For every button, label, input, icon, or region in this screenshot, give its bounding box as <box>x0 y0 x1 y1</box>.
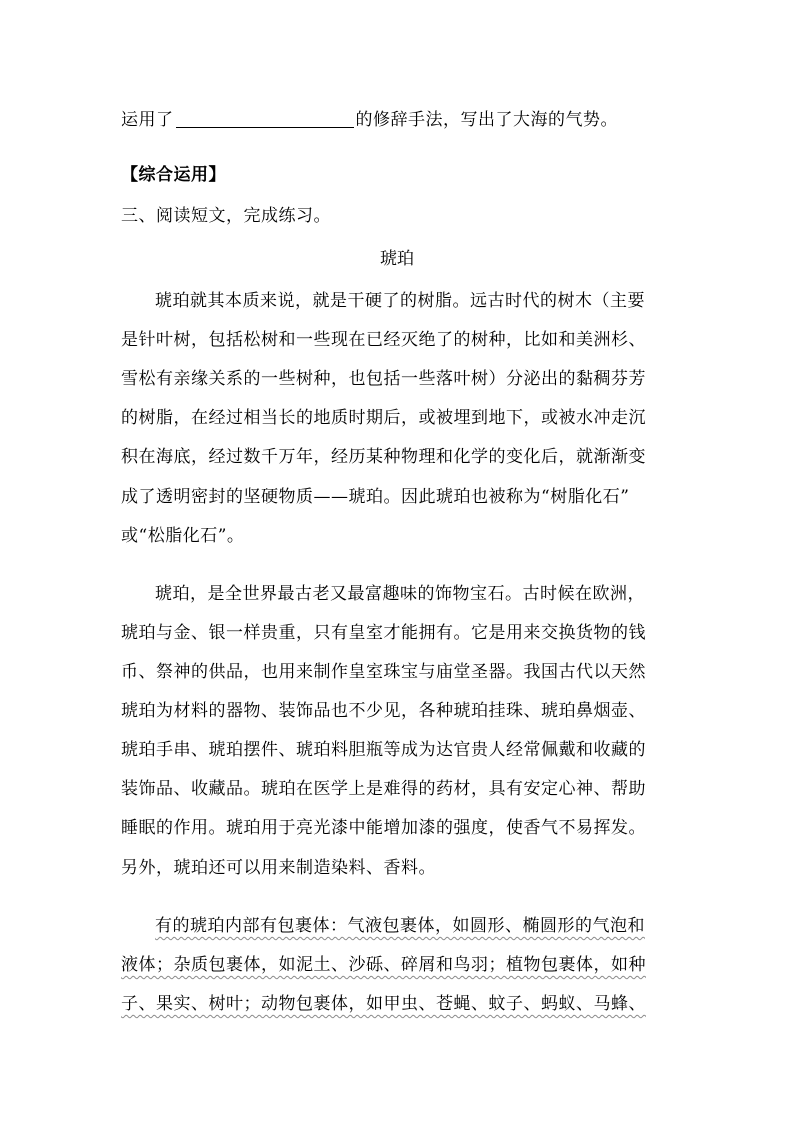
text-line: 琥珀，是全世界最古老又最富趣味的饰物宝石。古时候在欧洲， <box>155 584 645 604</box>
text-line: 积在海底，经过数千万年，经历某种物理和化学的变化后，就渐渐变 <box>121 447 646 467</box>
text-line-underlined <box>155 915 681 937</box>
text-line: 琥珀就其本质来说，就是干硬了的树脂。远古时代的树木（主要 <box>155 291 645 311</box>
sentence-end: 的修辞手法，写出了大海的气势。 <box>355 110 618 130</box>
text-line: 成了透明密封的坚硬物质——琥珀。因此琥珀也被称为“树脂化石” <box>121 487 630 507</box>
wavy-underline-text: 有的琥珀内部有包裹体：气液包裹体，如圆形、椭圆形的气泡和 <box>155 916 645 936</box>
section-heading: 【综合运用】 <box>121 165 226 185</box>
text-line: 雪松有亲缘关系的一些树种，也包括一些落叶树）分泌出的黏稠芬芳 <box>121 369 646 389</box>
wavy-underline-text: 子、果实、树叶；动物包裹体，如甲虫、苍蝇、蚊子、蚂蚁、马蜂、 <box>121 994 646 1014</box>
text-line: 琥珀与金、银一样贵重，只有皇室才能拥有。它是用来交换货物的钱 <box>121 623 646 643</box>
text-line: 装饰品、收藏品。琥珀在医学上是难得的药材，具有安定心神、帮助 <box>121 779 646 799</box>
answer-blank[interactable] <box>176 111 354 128</box>
article-title: 琥珀 <box>380 249 414 269</box>
text-line: 琥珀为材料的器物、装饰品也不少见，各种琥珀挂珠、琥珀鼻烟壶、 <box>121 701 646 721</box>
text-line: 睡眠的作用。琥珀用于亮光漆中能增加漆的强度，使香气不易挥发。 <box>121 818 646 838</box>
text-line: 或“松脂化石”。 <box>121 526 245 546</box>
text-line: 琥珀手串、琥珀摆件、琥珀料胆瓶等成为达官贵人经常佩戴和收藏的 <box>121 740 646 760</box>
task-instruction: 三、阅读短文，完成练习。 <box>121 206 331 226</box>
sentence-start: 运用了 <box>121 110 174 130</box>
text-line: 的树脂，在经过相当长的地质时期后，或被埋到地下，或被水冲走沉 <box>121 408 646 428</box>
text-line: 是针叶树，包括松树和一些现在已经灭绝了的树种，比如和美洲杉、 <box>121 330 646 350</box>
text-line-underlined <box>121 993 681 1015</box>
wavy-underline-text: 液体；杂质包裹体，如泥土、沙砾、碎屑和鸟羽；植物包裹体，如种 <box>121 955 646 975</box>
text-line-underlined <box>121 954 681 976</box>
text-line: 另外，琥珀还可以用来制造染料、香料。 <box>121 858 436 878</box>
fill-in-sentence <box>121 109 681 131</box>
text-line: 币、祭神的供品，也用来制作皇室珠宝与庙堂圣器。我国古代以天然 <box>121 662 646 682</box>
